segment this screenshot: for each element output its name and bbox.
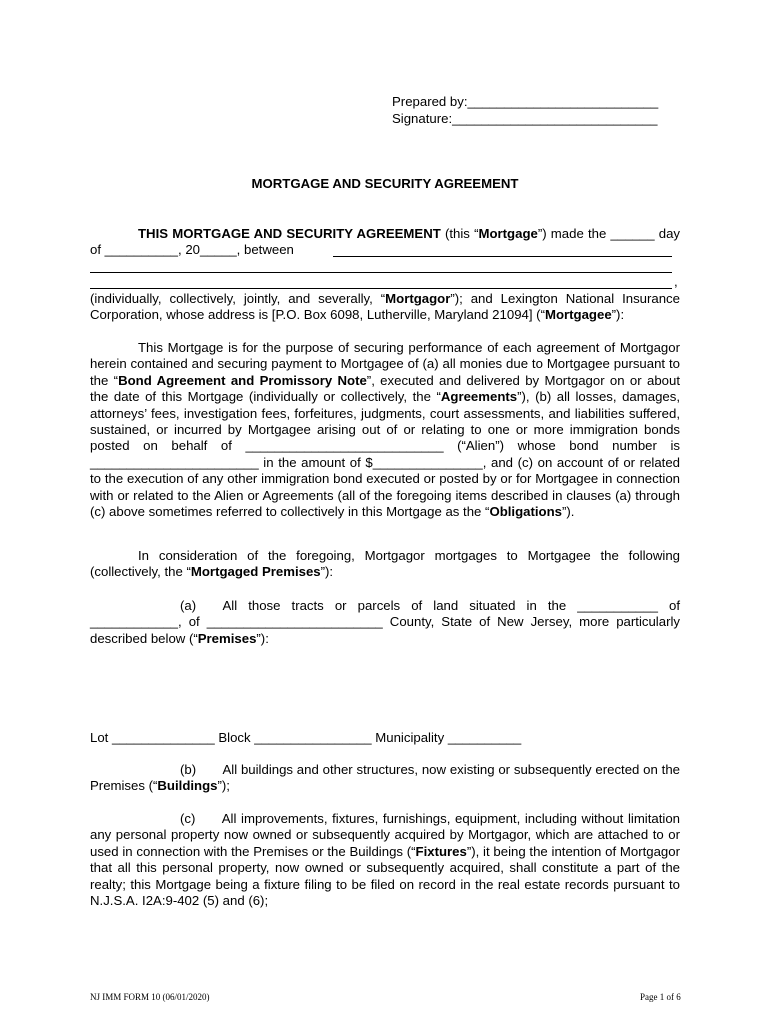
blank-line-comma: , bbox=[674, 274, 678, 289]
document-title: MORTGAGE AND SECURITY AGREEMENT bbox=[251, 176, 519, 191]
term-mortgage: Mortgage bbox=[478, 226, 538, 241]
term-mortgagee: Mortgagee bbox=[544, 307, 612, 323]
intro-paragraph: THIS MORTGAGE AND SECURITY AGREEMENT (this “Mortgage”) made the ______ day of __________, 20_____, between bbox=[90, 226, 680, 258]
footer-form-number: NJ IMM FORM 10 (06/01/2020) bbox=[90, 992, 210, 1002]
consideration-paragraph: In consideration of the foregoing, Mortgagor mortgages to Mortgagee the following (collectively, the “Mortgaged Premises”): bbox=[90, 548, 680, 580]
term-obligations: Obligations bbox=[489, 504, 562, 520]
prepared-by-line: Prepared by:__________________________ bbox=[392, 94, 659, 109]
blank-line bbox=[90, 288, 672, 289]
term-mortgagor: Mortgagor bbox=[385, 291, 451, 306]
term-premises: Premises bbox=[197, 630, 257, 646]
signature-line: Signature:____________________________ bbox=[392, 111, 658, 126]
intro-bold-lead: THIS MORTGAGE AND SECURITY AGREEMENT bbox=[138, 226, 441, 241]
clause-a: (a) All those tracts or parcels of land situated in the ___________ of ____________, of ________________________ County, State of New Jersey, more particularly described below (“Premises”): bbox=[90, 598, 680, 646]
term-fixtures: Fixtures bbox=[415, 843, 467, 859]
term-bond-agreement: Bond Agreement and Promissory Note bbox=[118, 372, 367, 388]
term-agreements: Agreements bbox=[440, 389, 518, 405]
lot-block-line: Lot ______________ Block ________________ Municipality __________ bbox=[90, 730, 522, 745]
purpose-paragraph: This Mortgage is for the purpose of securing performance of each agreement of Mortgagor herein contained and securing payment to Mortgagee of (a) all monies due to Mortgagee pursuant to the “Bond Agreement and Promissory Note”, executed and delivered by Mortgagor on or about the date of this Mortgage (individually or collectively, the “Agreements”), (b) all losses, damages, attorneys’ fees, investigation fees, forfeitures, judgments, court assessments, and liabilities suffered, sustained, or incurred by Mortgagee arising out of or relating to one or more immigration bonds posted on behalf of ___________________________ (“Alien”) whose bond number is _______________________ in the amount of $_______________, and (c) on account of or related to the execution of any other immigration bond executed or posted by or for Mortgagee in connection with or related to the Alien or Agreements (all of the foregoing items described in clauses (a) through (c) above sometimes referred to collectively in this Mortgage as the “Obligations”). bbox=[90, 340, 680, 520]
term-mortgaged-premises: Mortgaged Premises bbox=[190, 564, 321, 580]
footer-page-number: Page 1 of 6 bbox=[640, 992, 681, 1002]
term-buildings: Buildings bbox=[157, 778, 218, 794]
intro-paragraph-cont: (individually, collectively, jointly, and severally, “Mortgagor”); and Lexington National Insurance Corporation, whose address is [P.O. Box 6098, Lutherville, Maryland 21094] (“Mortgagee”): bbox=[90, 291, 680, 323]
clause-b: (b) All buildings and other structures, now existing or subsequently erected on the Premises (“Buildings”); bbox=[90, 762, 680, 794]
blank-line bbox=[333, 256, 672, 257]
clause-c: (c) All improvements, fixtures, furnishings, equipment, including without limitation any personal property now owned or subsequently acquired by Mortgagor, which are attached to or used in connection with the Premises or the Buildings (“Fixtures”), it being the intention of Mortgagor that all this personal property, now owned or subsequently acquired, shall constitute a part of the realty; this Mortgage being a fixture filing to be filed on record in the real estate records pursuant to N.J.S.A. I2A:9-402 (5) and (6); bbox=[90, 811, 680, 909]
blank-line bbox=[90, 272, 672, 273]
